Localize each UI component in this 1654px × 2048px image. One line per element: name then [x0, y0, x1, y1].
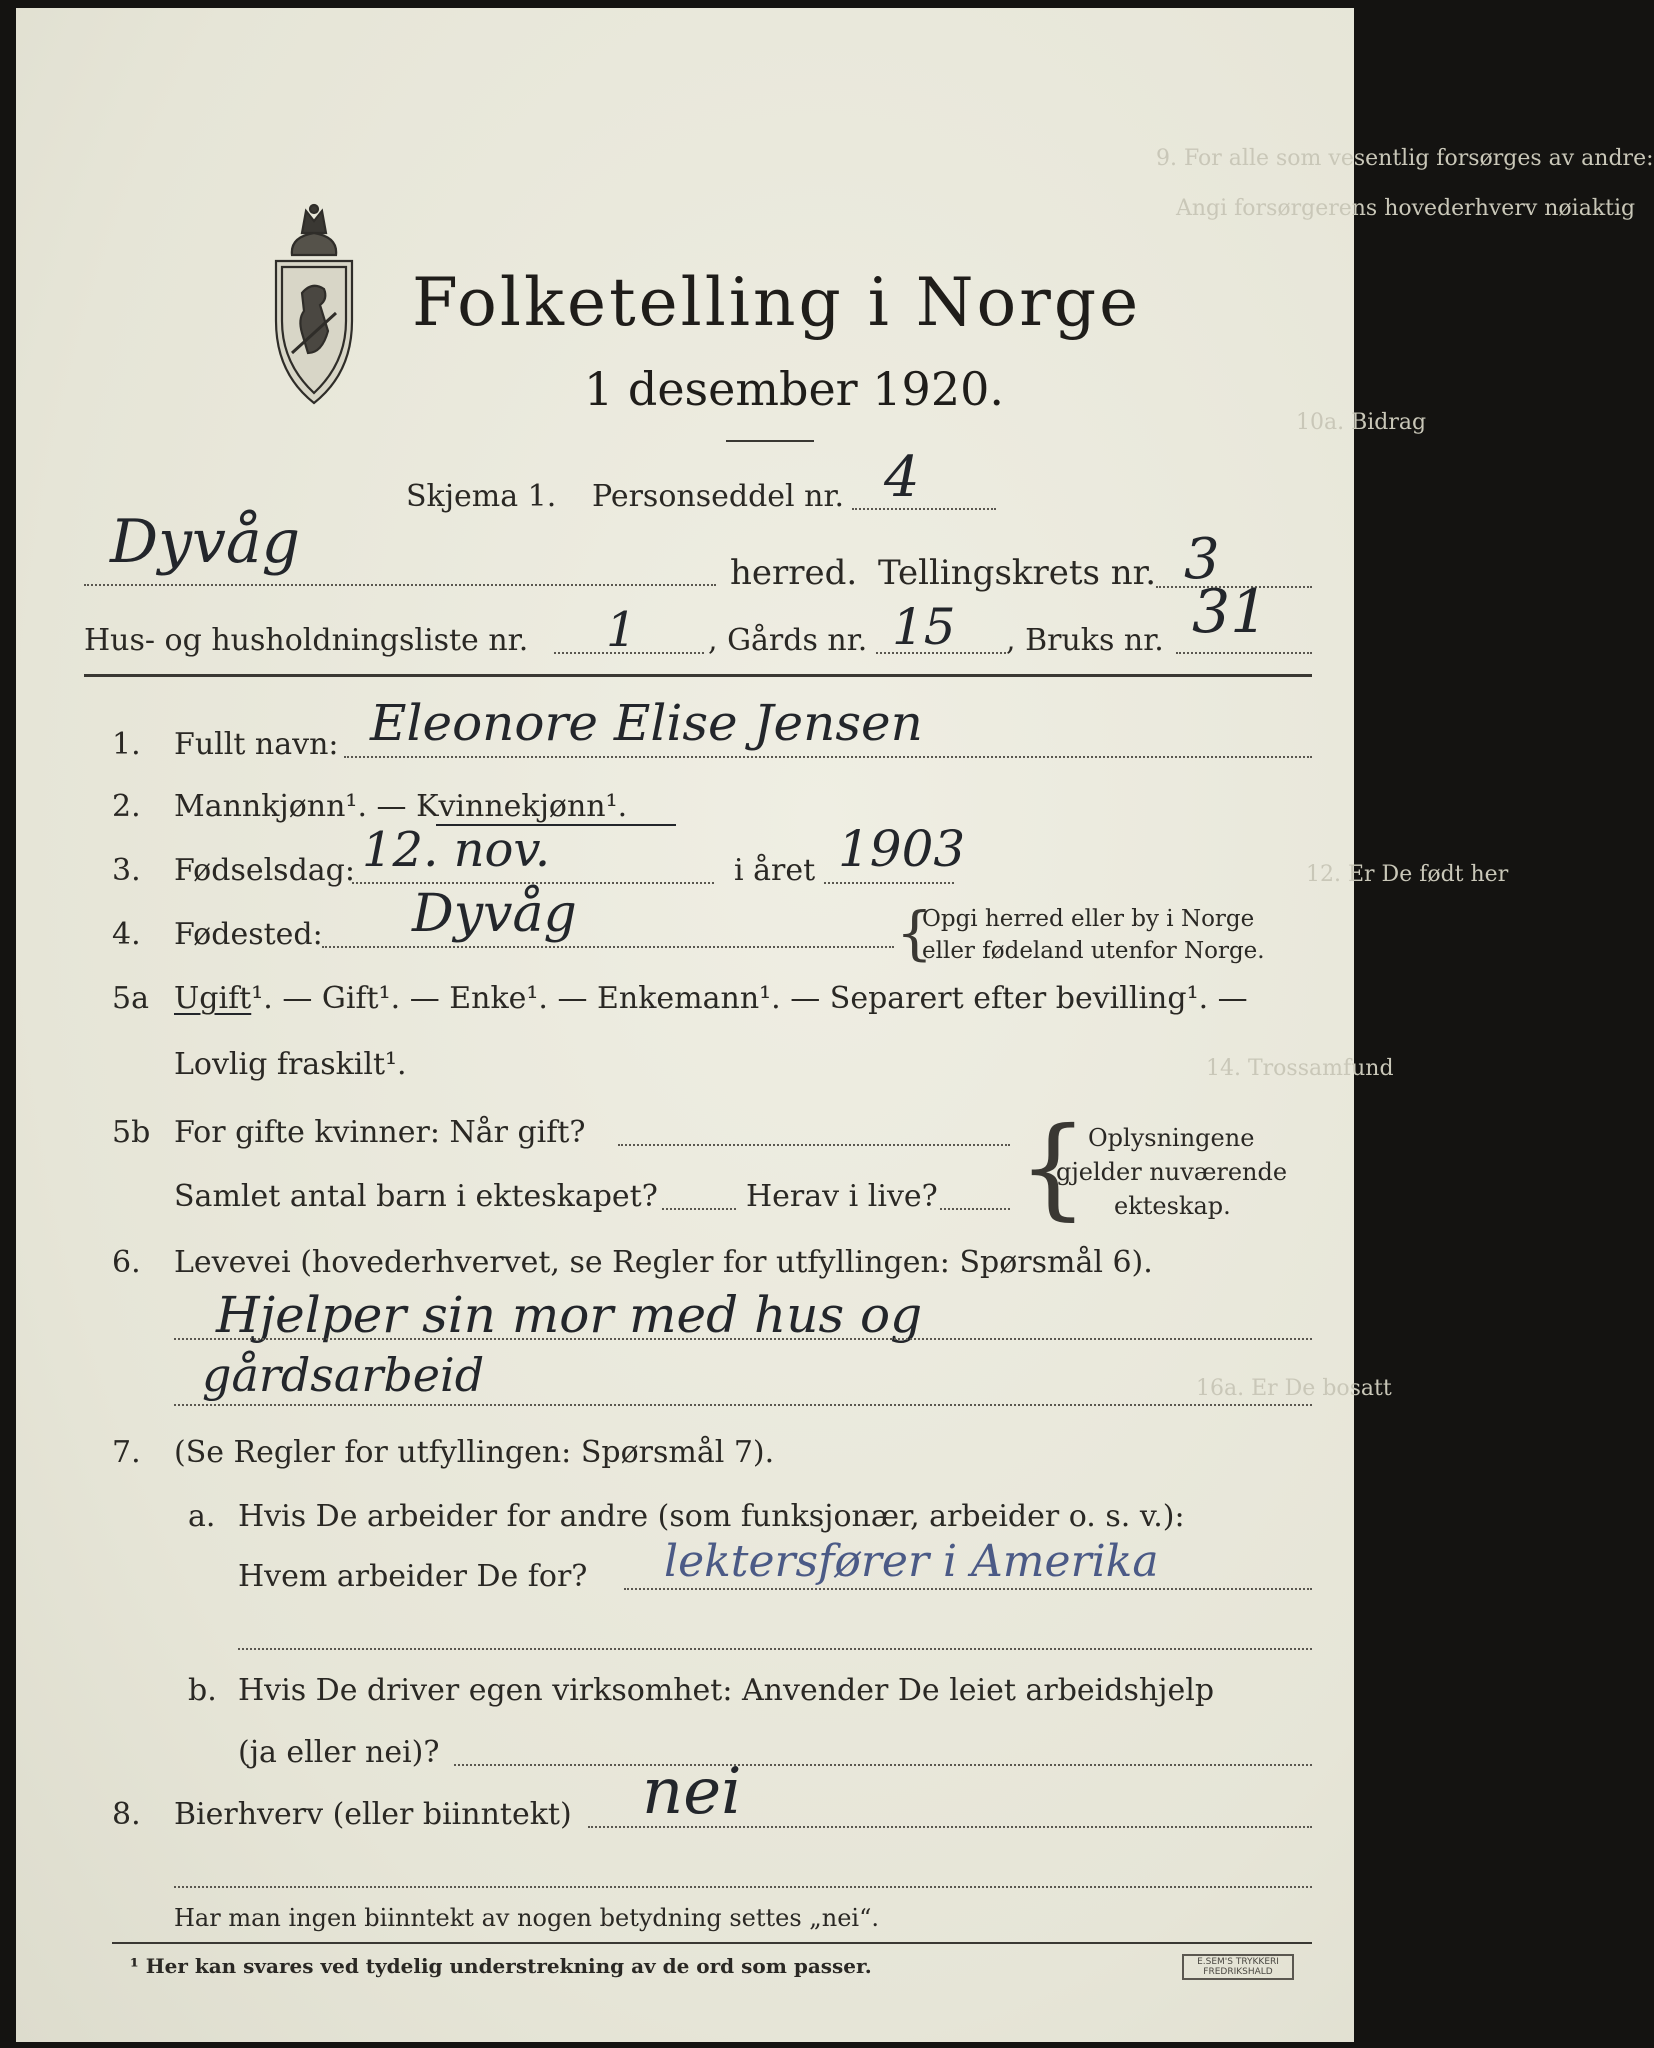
printer-stamp-line-2: FREDRIKSHALD	[1203, 1967, 1273, 1977]
marital-status-options: ¹. — Gift¹. — Enke¹. — Enkemann¹. — Separert efter bevilling¹. —	[251, 981, 1248, 1016]
occupation-label: Levevei (hovederhvervet, se Regler for utfyllingen: Spørsmål 6).	[174, 1245, 1153, 1280]
q4-number: 4.	[112, 917, 141, 952]
q1-number: 1.	[112, 727, 141, 762]
full-name-label: Fullt navn:	[174, 727, 339, 762]
gards-number: 15	[892, 598, 956, 656]
employer-question: Hvis De arbeider for andre (som funksjonær, arbeider o. s. v.):	[238, 1499, 1185, 1534]
husliste-label: Hus- og husholdningsliste nr.	[84, 623, 529, 658]
q7b-number: b.	[188, 1673, 217, 1708]
footnote-divider	[112, 1942, 1312, 1944]
self-employed-question: Hvis De driver egen virksomhet: Anvender De leiet arbeidshjelp	[238, 1673, 1215, 1708]
birthplace-line	[322, 946, 894, 948]
footnote: ¹ Her kan svares ved tydelig understrekning av de ord som passer.	[130, 1954, 872, 1978]
q5a-number: 5a	[112, 981, 149, 1016]
occupation-value-1: Hjelper sin mor med hus og	[216, 1286, 923, 1344]
nei-instruction: Har man ingen biinntekt av nogen betydning settes „nei“.	[174, 1904, 879, 1932]
birthplace-note-1: Opgi herred eller by i Norge	[922, 906, 1255, 932]
show-through-text: 10a. Bidrag	[1296, 410, 1427, 435]
husliste-number: 1	[606, 602, 637, 658]
personseddel-number: 4	[884, 445, 920, 510]
personseddel-label: Personseddel nr.	[592, 479, 845, 514]
ugift-option-underlined: Ugift	[174, 981, 252, 1016]
birthyear-label: i året	[734, 853, 816, 888]
birthplace-value: Dyvåg	[412, 884, 577, 944]
title-divider	[726, 440, 814, 442]
birthyear-value: 1903	[838, 820, 966, 878]
q2-number: 2.	[112, 789, 141, 824]
q7-number: 7.	[112, 1435, 141, 1470]
printer-stamp	[1182, 1954, 1294, 1980]
norway-coat-of-arms-icon	[262, 203, 366, 413]
personseddel-line	[852, 508, 996, 510]
q5b-number: 5b	[112, 1115, 151, 1150]
occupation-line-2	[174, 1404, 1312, 1406]
show-through-text: 14. Trossamfund	[1206, 1056, 1394, 1081]
birthdate-value: 12. nov.	[362, 822, 551, 878]
birthdate-label: Fødselsdag:	[174, 853, 355, 888]
children-count-label: Samlet antal barn i ekteskapet?	[174, 1179, 658, 1214]
full-name-line	[344, 756, 1312, 758]
census-date: 1 desember 1920.	[584, 362, 1004, 416]
employer-line-1	[624, 1588, 1312, 1590]
q7-label: (Se Regler for utfyllingen: Spørsmål 7).	[174, 1435, 775, 1470]
children-count-line	[662, 1208, 736, 1210]
herred-label: herred.	[730, 553, 858, 593]
bruks-label: , Bruks nr.	[1006, 623, 1164, 658]
schema-label: Skjema 1.	[406, 479, 557, 514]
herred-line	[84, 584, 716, 586]
bruks-line	[1176, 652, 1312, 654]
herred-value: Dyvåg	[110, 507, 301, 577]
q3-number: 3.	[112, 853, 141, 888]
marriage-note-2: gjelder nuværende	[1056, 1158, 1288, 1186]
form-title: Folketelling i Norge	[412, 264, 1142, 341]
tellingskrets-number: 3	[1184, 527, 1220, 592]
bruks-number: 31	[1192, 577, 1269, 647]
printer-stamp-line-1: E.SEM'S TRYKKERI	[1197, 1957, 1279, 1967]
birthplace-note-brace: {	[896, 899, 933, 967]
hired-help-line	[454, 1764, 1312, 1766]
occupation-value-2: gårdsarbeid	[202, 1348, 485, 1402]
show-through-text: 9. For alle som vesentlig forsørges av andre:	[1156, 146, 1654, 171]
married-when-label: For gifte kvinner: Når gift?	[174, 1115, 586, 1150]
full-name-value: Eleonore Elise Jensen	[370, 694, 923, 752]
children-alive-line	[940, 1208, 1010, 1210]
census-form-sheet	[16, 8, 1654, 2042]
marital-status-line-1	[174, 981, 1248, 1016]
side-income-label: Bierhverv (eller biinntekt)	[174, 1797, 572, 1832]
side-income-value: nei	[642, 1755, 742, 1829]
gender-options: Mannkjønn¹. — Kvinnekjønn¹.	[174, 789, 628, 824]
birthyear-line	[824, 882, 954, 884]
q7a-number: a.	[188, 1499, 216, 1534]
employer-label: Hvem arbeider De for?	[238, 1559, 588, 1594]
show-through-text: Angi forsørgerens hovederhverv nøiaktig	[1176, 196, 1636, 221]
hired-help-label: (ja eller nei)?	[238, 1735, 440, 1770]
marriage-note-brace: {	[1018, 1103, 1088, 1231]
q6-number: 6.	[112, 1245, 141, 1280]
footer-divider	[174, 1886, 1312, 1888]
marriage-note-3: ekteskap.	[1114, 1192, 1231, 1220]
marital-status-line-2: Lovlig fraskilt¹.	[174, 1047, 407, 1082]
employer-value: lektersfører i Amerika	[664, 1536, 1159, 1587]
show-through-text: 16a. Er De bosatt	[1196, 1376, 1392, 1401]
children-alive-label: Herav i live?	[746, 1179, 938, 1214]
header-divider	[84, 674, 1312, 677]
birthplace-label: Fødested:	[174, 917, 323, 952]
show-through-text: 12. Er De født her	[1306, 862, 1509, 887]
tellingskrets-label: Tellingskrets nr.	[878, 553, 1157, 593]
marriage-note-1: Oplysningene	[1088, 1124, 1255, 1152]
occupation-line-1	[174, 1338, 1312, 1340]
birthplace-note-2: eller fødeland utenfor Norge.	[922, 938, 1265, 964]
married-when-line	[618, 1144, 1010, 1146]
employer-line-2	[238, 1648, 1312, 1650]
q8-number: 8.	[112, 1797, 141, 1832]
gards-label: , Gårds nr.	[708, 623, 868, 658]
